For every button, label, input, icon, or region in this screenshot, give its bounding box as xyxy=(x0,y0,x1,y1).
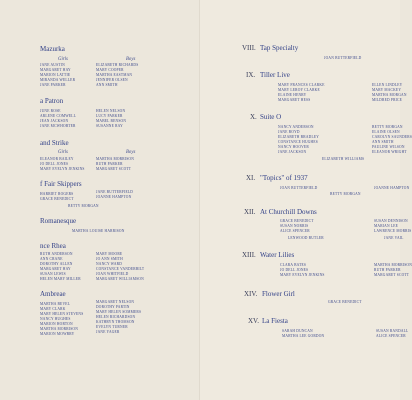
performer-name: NANCY WARD xyxy=(96,262,123,266)
performer-name: RUTH PARKER xyxy=(96,162,123,166)
section-title: Ambreae xyxy=(40,290,66,298)
performer-name: BETTY MORGAN xyxy=(372,125,403,129)
performer-name: MARY MOORE xyxy=(96,252,123,256)
performer-name: MARY CLARK xyxy=(40,307,66,311)
performer-name: ELEANOR WRIGHT xyxy=(372,150,407,154)
performer-name: MARY MACKEY xyxy=(372,88,402,92)
section-number: IX. xyxy=(246,71,256,79)
performer-name: NANCY HOOVER xyxy=(278,145,309,149)
performer-name: CLARA BATES xyxy=(280,263,307,267)
performer-name: MARTHA MORRISON xyxy=(96,157,135,161)
performer-name: ALICE SPENCER xyxy=(376,334,406,338)
performer-name: MARGARET HESS xyxy=(278,98,311,102)
performer-name: ELEANOR BAILEY xyxy=(40,157,74,161)
performer-name: MARY COOPER xyxy=(96,68,124,72)
column-header: Girls xyxy=(58,150,68,155)
performer-name: ELAINE OLSEN xyxy=(372,130,400,134)
section-number: XII. xyxy=(244,208,256,216)
performer-name: SUSAN RANDALL xyxy=(376,329,409,333)
performer-name: MARTHA EASTMAN xyxy=(96,73,133,77)
performer-name: JEAN JACKSON xyxy=(40,119,69,123)
section-number: VIII. xyxy=(242,44,256,52)
performer-name: MARTHA MORGAN xyxy=(372,93,407,97)
performer-name: MARY HELEN SOMMERS xyxy=(96,310,142,314)
performer-name: MARGARET SCOTT xyxy=(374,273,410,277)
section-title: La Fiesta xyxy=(262,317,288,325)
performer-name: MARGARET NELSON xyxy=(96,300,135,304)
performer-name: KATHRYN THOMSON xyxy=(96,320,135,324)
performer-name: JANE MCWHORTER xyxy=(40,124,76,128)
performer-name: SUSAN NORRIS xyxy=(280,224,309,228)
section-title: and Strike xyxy=(40,139,69,147)
performer-name: JANE YAGER xyxy=(96,330,120,334)
performer-name: HELEN MARY MILLER xyxy=(40,277,81,281)
section-title: "Topics" of 1937 xyxy=(260,174,308,182)
performer-name: MILDRED PRICE xyxy=(372,98,403,102)
performer-name: LENWOOD BUTLER xyxy=(288,236,324,240)
performer-name: JOANNE HAMPTON xyxy=(374,186,410,190)
section-title: Suite O xyxy=(260,113,282,121)
performer-name: MARGARET HAY xyxy=(40,267,71,271)
section-number: XI. xyxy=(246,174,256,182)
performer-name: BETTY MORGAN xyxy=(330,192,361,196)
performer-name: JOAN BUTTERFIELD xyxy=(280,186,318,190)
performer-name: JANE JACKSON xyxy=(278,150,307,154)
performer-name: MARTHA MORRISON xyxy=(40,327,79,331)
performer-name: MARTHA BEVEL xyxy=(40,302,71,306)
performer-name: MARIAN LEE xyxy=(374,224,399,228)
performer-name: MARTHA LEE GORDON xyxy=(282,334,325,338)
right-page xyxy=(200,0,412,400)
section-title: Flower Girl xyxy=(262,290,295,298)
performer-name: MARGARET WILLIAMSON xyxy=(96,277,144,281)
section-number: XIV. xyxy=(244,290,258,298)
performer-name: MARY FRANCES CLARKE xyxy=(278,83,325,87)
performer-name: MARY EVELYN JENKINS xyxy=(280,273,325,277)
performer-name: NANCY ANDERSON xyxy=(278,125,314,129)
performer-name: NANCY HUGHES xyxy=(40,317,71,321)
performer-name: ANN SMITH xyxy=(96,83,118,87)
performer-name: HELEN RICHARDSON xyxy=(96,315,136,319)
section-title: a Patron xyxy=(40,97,64,105)
performer-name: JOANNE HAMPTON xyxy=(96,195,132,199)
performer-name: CONSTANCE HUGHES xyxy=(278,140,318,144)
performer-name: SUSANNE RAY xyxy=(96,124,123,128)
performer-name: ELIZABETH WILLIAMS xyxy=(322,157,365,161)
performer-name: CONSTANCE VANDERBILT xyxy=(96,267,145,271)
section-title: Water Lilies xyxy=(260,251,295,259)
performer-name: RUTH ANDERSON xyxy=(40,252,73,256)
performer-name: ELIZABETH RICHARDS xyxy=(96,63,139,67)
performer-name: GRACE BENEDICT xyxy=(40,197,74,201)
performer-name: ANN CRANE xyxy=(40,257,63,261)
performer-name: JANE BUTTERFIELD xyxy=(96,190,134,194)
performer-name: DOROTHY PARTIN xyxy=(96,305,130,309)
performer-name: LUCY PARKER xyxy=(96,114,123,118)
performer-name: HELEN NELSON xyxy=(96,109,126,113)
performer-name: GRACE BENEDICT xyxy=(280,219,314,223)
performer-name: JANE AUSTIN xyxy=(40,63,65,67)
performer-name: MABEL BENSON xyxy=(96,119,127,123)
performer-name: ALICE SPENCER xyxy=(280,229,310,233)
performer-name: MARION MOWBRY xyxy=(40,332,75,336)
performer-name: MARGARET HAY xyxy=(40,68,71,72)
section-title: Tap Specialty xyxy=(260,44,299,52)
performer-name: MARY LEROY CLARKE xyxy=(278,88,320,92)
performer-name: JANE BOYD xyxy=(278,130,300,134)
section-number: X. xyxy=(250,113,257,121)
performer-name: JANE VAIL xyxy=(384,236,404,240)
performer-name: DOROTHY ALLEN xyxy=(40,262,73,266)
performer-name: ELIZABETH BRADLEY xyxy=(278,135,320,139)
section-title: Mazurka xyxy=(40,45,65,53)
performer-name: MARION LATTIE xyxy=(40,73,71,77)
section-title: nce Rhea xyxy=(40,242,66,250)
performer-name: HARRIET ROGERS xyxy=(40,192,74,196)
performer-name: JOAN WHITFIELD xyxy=(96,272,129,276)
performer-name: SARAH DUNCAN xyxy=(282,329,313,333)
performer-name: SUSAN LEWIS xyxy=(40,272,66,276)
performer-name: JO DELL JONES xyxy=(280,268,309,272)
column-header: Boys xyxy=(126,150,136,155)
performer-name: PAULINE WILSON xyxy=(372,145,405,149)
section-number: XV. xyxy=(248,317,259,325)
section-title: At Churchill Downs xyxy=(260,208,317,216)
performer-name: JANE PARKER xyxy=(40,83,66,87)
performer-name: JO ANN SMITH xyxy=(96,257,123,261)
left-page xyxy=(0,0,200,400)
performer-name: MARION HORTON xyxy=(40,322,73,326)
performer-name: EVELYN TURNER xyxy=(96,325,128,329)
section-title: Tiller Live xyxy=(260,71,290,79)
performer-name: RUTH PARKER xyxy=(374,268,401,272)
section-number: XIII. xyxy=(242,251,256,259)
performer-name: GRACE BENEDICT xyxy=(328,300,362,304)
section-title: f Fair Skippers xyxy=(40,180,82,188)
performer-name: JO DELL JONES xyxy=(40,162,69,166)
performer-name: ELLEN LINDLEY xyxy=(372,83,403,87)
performer-name: ARLENE COMWELL xyxy=(40,114,77,118)
performer-name: JOAN BUTTERFIELD xyxy=(324,56,362,60)
performer-name: CAROLYN SAUNDERS xyxy=(372,135,412,139)
performer-name: MIRANDA WELLER xyxy=(40,78,76,82)
performer-name: ANN SMITH xyxy=(372,140,394,144)
performer-name: BETTY MORGAN xyxy=(68,204,99,208)
performer-name: MARTHA MORRISON xyxy=(374,263,412,267)
section-title: Romanesque xyxy=(40,217,77,225)
performer-name: MARY HELEN STEVENS xyxy=(40,312,84,316)
performer-name: JUNE ROSE xyxy=(40,109,61,113)
performer-name: SUSAN DENNISON xyxy=(374,219,408,223)
column-header: Boys xyxy=(126,57,136,62)
column-header: Girls xyxy=(58,57,68,62)
performer-name: ELAINE HENRY xyxy=(278,93,307,97)
performer-name: LAWRENCE MORRIS xyxy=(374,229,412,233)
performer-name: MARGARET SCOTT xyxy=(96,167,132,171)
performer-name: JENNIFER OLSEN xyxy=(96,78,128,82)
performer-name: MARY EVELYN JENKINS xyxy=(40,167,85,171)
performer-name: MARTHA LOUISE HARRISON xyxy=(72,229,125,233)
